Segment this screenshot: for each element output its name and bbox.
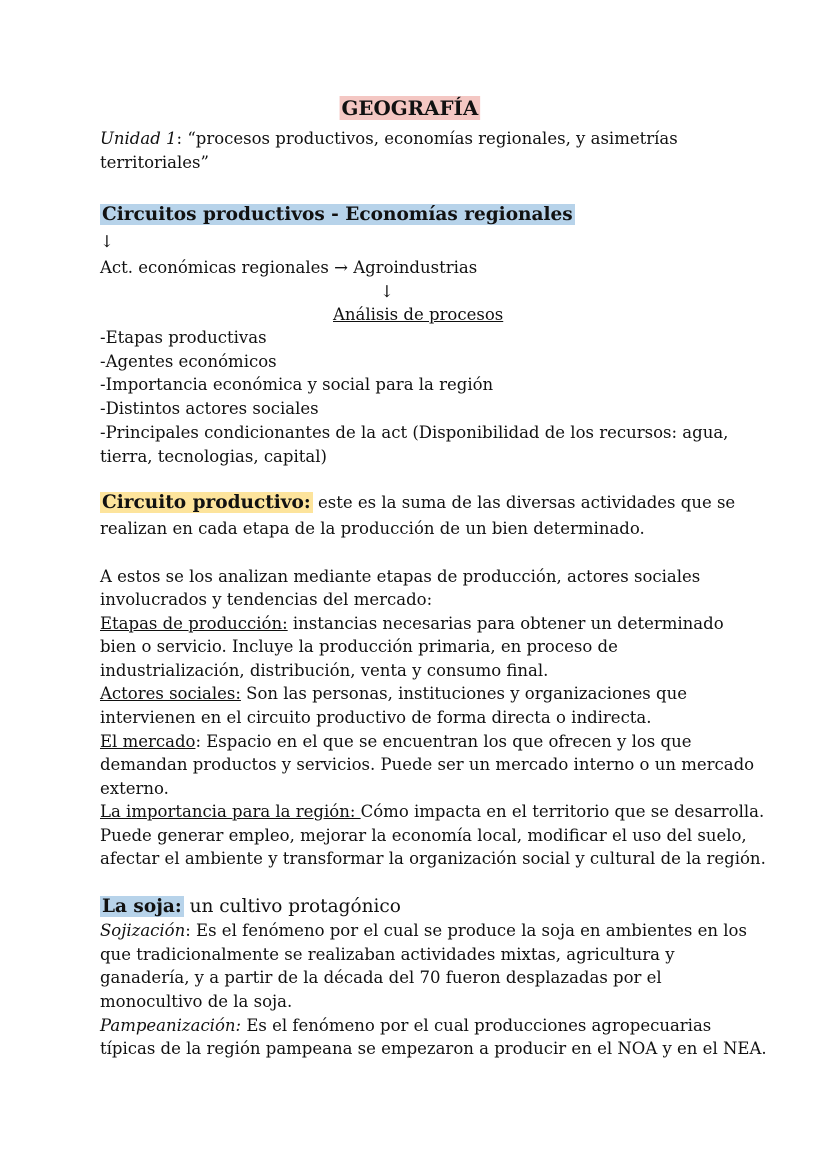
actores-line-2: intervienen en el circuito productivo de forma directa o indirecta.	[100, 708, 652, 727]
circuito-definition-line-1	[100, 491, 735, 514]
sojizacion-def: : Es el fenómeno por el cual se produce la soja en ambientes en los	[185, 921, 747, 940]
etapas-term: Etapas de producción:	[100, 614, 288, 633]
list-item: -Agentes económicos	[100, 352, 277, 371]
pampa-line-2: típicas de la región pampeana se empezaron a producir en el NOA y en el NEA.	[100, 1039, 767, 1058]
mercado-line-1	[100, 730, 691, 753]
sojizacion-line-2: que tradicionalmente se realizaban actividades mixtas, agricultura y	[100, 945, 675, 964]
section1-heading	[100, 203, 575, 226]
intro-line-1: A estos se los analizan mediante etapas de producción, actores sociales	[100, 567, 701, 586]
arrow-down-icon-2: ↓	[380, 282, 394, 301]
circuito-definition-line-2: realizan en cada etapa de la producción de un bien determinado.	[100, 519, 645, 538]
list-item: -Principales condicionantes de la act (Disponibilidad de los recursos: agua,	[100, 423, 729, 442]
flow-line: Act. económicas regionales → Agroindustrias	[100, 258, 478, 277]
importancia-line-2: Puede generar empleo, mejorar la economía local, modificar el uso del suelo,	[100, 826, 747, 845]
arrow-down-icon: ↓	[100, 232, 114, 251]
list-item-continuation: tierra, tecnologias, capital)	[100, 447, 327, 466]
mercado-def: : Espacio en el que se encuentran los que ofrecen y los que	[195, 732, 692, 751]
pampa-def: Es el fenómeno por el cual producciones agropecuarias	[241, 1016, 712, 1035]
mercado-line-2: demandan productos y servicios. Puede ser un mercado interno o un mercado	[100, 755, 755, 774]
etapas-line-1	[100, 612, 724, 635]
mercado-line-3: externo.	[100, 779, 169, 798]
importancia-def: Cómo impacta en el territorio que se desarrolla.	[360, 802, 765, 821]
unit-colon: :	[176, 129, 183, 148]
sojizacion-line-4: monocultivo de la soja.	[100, 992, 293, 1011]
circuito-term: Circuito productivo:	[102, 492, 311, 513]
sojizacion-line-1	[100, 919, 747, 942]
intro-line-2: involucrados y tendencias del mercado:	[100, 590, 433, 609]
unit-line-2: territoriales”	[100, 153, 209, 172]
page-title	[0, 97, 820, 120]
actores-term: Actores sociales:	[100, 684, 241, 703]
sojizacion-term: Sojización	[100, 921, 186, 940]
mercado-term: El mercado	[100, 732, 196, 751]
pampa-term: Pampeanización:	[100, 1016, 242, 1035]
sojizacion-line-3: ganadería, y a partir de la década del 70 fueron desplazadas por el	[100, 968, 662, 987]
pampa-line-1	[100, 1014, 711, 1037]
etapas-line-2: bien o servicio. Incluye la producción primaria, en proceso de	[100, 637, 618, 656]
soja-subheading: un cultivo protagónico	[183, 896, 401, 917]
title-text: GEOGRAFÍA	[341, 96, 479, 120]
section3-heading	[100, 895, 401, 918]
importancia-term: La importancia para la región:	[100, 802, 361, 821]
analysis-title: Análisis de procesos	[333, 305, 504, 324]
circuito-def: este es la suma de las diversas actividades que se	[312, 493, 736, 512]
list-item: -Etapas productivas	[100, 328, 267, 347]
unit-line-1	[100, 127, 678, 150]
unit-label: Unidad 1	[100, 129, 177, 148]
importancia-line-3: afectar el ambiente y transformar la organización social y cultural de la región.	[100, 849, 766, 868]
list-item: -Distintos actores sociales	[100, 399, 319, 418]
unit-text: “procesos productivos, economías regionales, y asimetrías	[182, 129, 678, 148]
list-item: -Importancia económica y social para la región	[100, 375, 494, 394]
etapas-def: instancias necesarias para obtener un determinado	[287, 614, 724, 633]
soja-heading: La soja:	[102, 896, 182, 917]
importancia-line-1	[100, 800, 764, 823]
etapas-line-3: industrialización, distribución, venta y consumo final.	[100, 661, 549, 680]
section1-heading-text: Circuitos productivos - Economías regionales	[102, 204, 573, 225]
actores-def: Son las personas, instituciones y organizaciones que	[240, 684, 687, 703]
actores-line-1	[100, 682, 687, 705]
